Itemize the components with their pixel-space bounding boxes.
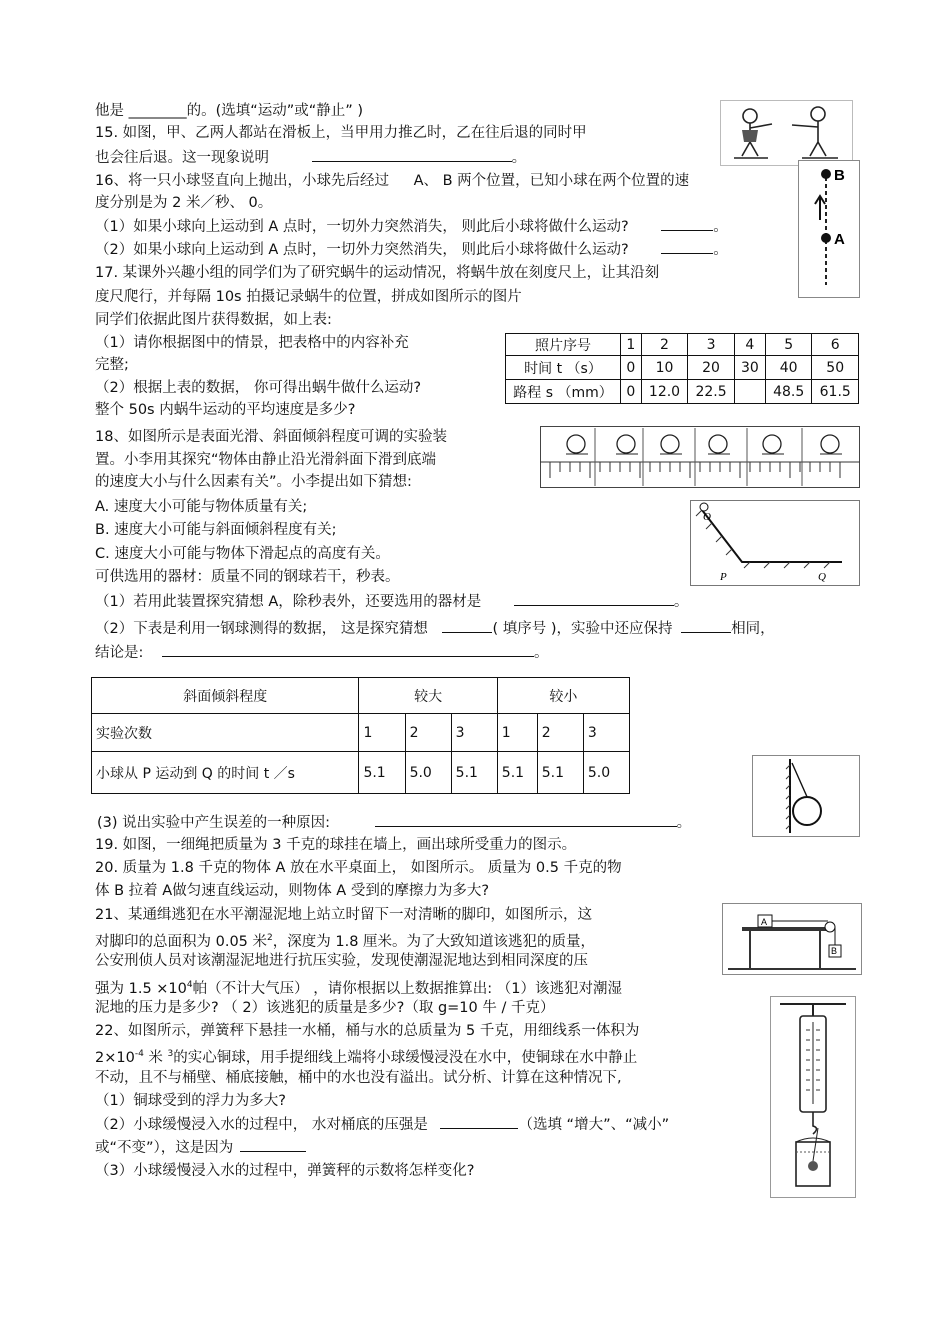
- q22-pressure-blank[interactable]: [440, 1114, 518, 1129]
- snail-data-table: [505, 333, 859, 404]
- q22-sub-2: [95, 1114, 669, 1135]
- table-cell: 路程 s （mm）: [506, 380, 621, 404]
- table-cell: 时间 t （s）: [506, 356, 621, 380]
- q16-sub-2-text: （2）如果小球向上运动到 A 点时，一切外力突然消失， 则此后小球将做什么运动?: [95, 242, 629, 258]
- q18-conclusion-label: 结论是:: [95, 645, 144, 661]
- q21-sup: 2: [267, 933, 273, 943]
- q18-line-1: 18、如图所示是表面光滑、斜面倾斜程度可调的实验装: [95, 429, 447, 445]
- table-cell: 5: [765, 334, 812, 356]
- q18-conclusion-blank[interactable]: [162, 642, 534, 657]
- q18-sub-2: [95, 618, 775, 639]
- q21-text-d: 帕（不计大气压） ，请你根据以上数据推算出: （1）该逃犯对潮湿: [192, 980, 622, 997]
- q18-guess-b: B. 速度大小可能与斜面倾斜程度有关;: [95, 522, 337, 538]
- q15-text: 也会往后退。这一现象说明: [95, 150, 269, 166]
- hanging-ball: [793, 797, 821, 825]
- q18-equipment: 可供选用的器材：质量不同的钢球若干，秒表。: [95, 569, 400, 585]
- q17-line-5: 完整;: [95, 357, 129, 373]
- q16-text-a: 16、将一只小球竖直向上抛出，小球先后经过: [95, 173, 389, 189]
- q15-answer-blank[interactable]: [312, 147, 512, 162]
- q21-line-4: [95, 975, 622, 999]
- q17-line-3: 同学们依据此图片获得数据，如上表:: [95, 312, 332, 328]
- table-cell: 20: [688, 356, 735, 380]
- q18-keep-same-blank[interactable]: [681, 618, 731, 633]
- table-cell: 0: [621, 356, 642, 380]
- q21-line-1: 21、某通缉逃犯在水平潮湿泥地上站立时留下一对清晰的脚印，如图所示，这: [95, 907, 592, 923]
- q21-text-a: 对脚印的总面积为 0.05 米: [95, 933, 268, 950]
- table-cell: 照片序号: [506, 334, 621, 356]
- q18-sub-3: [97, 812, 691, 833]
- table-cell: 5.1: [497, 752, 537, 794]
- q20-line-1: 20. 质量为 1.8 千克的物体 A 放在水平桌面上， 如图所示。 质量为 0.5 千克的物: [95, 860, 622, 876]
- table-cell: 1: [359, 714, 405, 752]
- snail-icon: [661, 435, 679, 453]
- table-row: [92, 714, 630, 752]
- ball-b: [821, 169, 831, 179]
- q17-line-6: （2）根据上表的数据， 你可得出蜗牛做什么运动?: [95, 380, 422, 396]
- table-cell: 61.5: [812, 380, 859, 404]
- table-cell: 22.5: [688, 380, 735, 404]
- label-a: A: [834, 231, 845, 248]
- q22-sub-3: （3）小球缓慢浸入水的过程中，弹簧秤的示数将怎样变化?: [95, 1163, 475, 1179]
- label-block-a: A: [761, 917, 768, 927]
- table-row: [506, 334, 859, 356]
- q17-line-7: 整个 50s 内蜗牛运动的平均速度是多少?: [95, 402, 356, 418]
- label-p: P: [720, 571, 727, 583]
- table-row: [506, 356, 859, 380]
- period: 。: [676, 815, 692, 831]
- slope-pq-figure: [690, 500, 860, 586]
- q21-line-2: [95, 928, 595, 952]
- q19-line: 19. 如图，一细绳把质量为 3 千克的球挂在墙上，画出球所受重力的图示。: [95, 837, 577, 853]
- table-header: 较大: [359, 678, 497, 714]
- q22-sub-2-text: （2）小球缓慢浸入水的过程中， 水对桶底的压强是: [95, 1117, 428, 1133]
- table-cell: 2: [641, 334, 688, 356]
- table-cell: 12.0: [641, 380, 688, 404]
- table-cell: 5.1: [451, 752, 497, 794]
- q22-line-3: 不动，且不与桶壁、桶底接触，桶中的水也没有溢出。试分析、计算在这种情况下,: [95, 1070, 622, 1086]
- ball-a: [821, 233, 831, 243]
- q18-line-2: 置。小李用其探究“物体由静止沿光滑斜面下滑到底端: [95, 452, 437, 468]
- spring-scale-figure: [770, 996, 856, 1198]
- table-cell: 30: [734, 356, 765, 380]
- q18-guess-c: C. 速度大小可能与物体下滑起点的高度有关。: [95, 546, 390, 562]
- q18-error-blank[interactable]: [375, 812, 677, 827]
- q22-line-1: 22、如图所示，弹簧秤下悬挂一水桶，桶与水的总质量为 5 千克，用细线系一体积为: [95, 1023, 640, 1039]
- slope-data-table: [91, 677, 630, 794]
- table-cell-empty[interactable]: [734, 380, 765, 404]
- period: 。: [534, 645, 549, 661]
- q17-line-2: 度尺爬行，并每隔 10s 拍摄记录蜗牛的位置，拼成如图所示的图片: [95, 289, 522, 305]
- q21-sup-2: 4: [186, 980, 193, 990]
- q16-sub-1-text: （1）如果小球向上运动到 A 点时，一切外力突然消失， 则此后小球将做什么运动?: [95, 219, 629, 235]
- table-cell: 40: [765, 356, 812, 380]
- period: 。: [713, 242, 728, 258]
- table-cell: 5.0: [405, 752, 451, 794]
- table-cell: 48.5: [765, 380, 812, 404]
- q22-sub-1: （1）铜球受到的浮力为多大?: [95, 1093, 286, 1109]
- q18-conclusion: [95, 642, 549, 663]
- q16-sub-1-blank[interactable]: [661, 216, 713, 231]
- table-cell: 50: [812, 356, 859, 380]
- table-cell: 5.1: [537, 752, 583, 794]
- table-cell: 4: [734, 334, 765, 356]
- q18-guess-blank[interactable]: [442, 618, 492, 633]
- ball-ab-figure: [798, 160, 860, 298]
- table-cell: 10: [641, 356, 688, 380]
- table-cell: 1: [497, 714, 537, 752]
- snail-icon: [709, 435, 727, 453]
- table-row: [506, 380, 859, 404]
- period: 。: [673, 594, 689, 610]
- label-block-b: B: [831, 946, 838, 956]
- q22-reason-text: 或“不变”），这是因为: [95, 1140, 234, 1156]
- q21-text-c: 强为 1.5 ×10: [95, 980, 187, 997]
- q15-line-2: [95, 147, 526, 168]
- table-row: [92, 678, 630, 714]
- q16-sub-2: [95, 239, 728, 260]
- table-cell: 3: [688, 334, 735, 356]
- table-cell: 0: [621, 380, 642, 404]
- q18-guess-a: A. 速度大小可能与物体质量有关;: [95, 499, 308, 515]
- q22-sup-1: -4: [134, 1049, 144, 1059]
- q21-text-b: ，深度为 1.8 厘米。为了大致知道该逃犯的质量，: [272, 933, 596, 950]
- q21-line-5: 泥地的压力是多少? （ 2）该逃犯的质量是多少?（取 g=10 牛 / 千克）: [95, 1000, 555, 1016]
- table-row: [92, 752, 630, 794]
- table-header: 斜面倾斜程度: [92, 678, 359, 714]
- q15-line-1: 15. 如图，甲、乙两人都站在滑板上，当甲用力推乙时，乙在往后退的同时甲: [95, 125, 587, 141]
- q18-sub-1-blank[interactable]: [514, 591, 674, 606]
- q18-sub-3-text: (3) 说出实验中产生误差的一种原因:: [97, 815, 331, 831]
- q20-line-2: 体 B 拉着 A做匀速直线运动，则物体 A 受到的摩擦力为多大?: [95, 883, 490, 899]
- snail-icon: [821, 435, 839, 453]
- q22-text-a: 2×10: [95, 1049, 135, 1066]
- q14-tail-line: 他是 ________的。(选填“运动”或“静止” ): [95, 103, 364, 119]
- table-header: 较小: [497, 678, 629, 714]
- q18-sub-1: [95, 591, 688, 612]
- table-cell: 3: [451, 714, 497, 752]
- table-cell: 5.0: [583, 752, 629, 794]
- period: 。: [713, 219, 728, 235]
- period: 。: [511, 150, 527, 166]
- table-cell: 实验次数: [92, 714, 359, 752]
- q16-sub-1: [95, 216, 728, 237]
- label-o: O: [703, 511, 711, 523]
- label-b: B: [834, 167, 845, 184]
- table-cell: 小球从 P 运动到 Q 的时间 t ／s: [92, 752, 359, 794]
- snail-icon: [567, 435, 585, 453]
- q18-sub-2-text-c: 相同，: [731, 621, 775, 637]
- q22-sup-2: 3: [167, 1049, 174, 1059]
- q18-sub-2-text-b: ( 填序号 )，实验中还应保持: [492, 621, 673, 637]
- q18-sub-1-text: （1）若用此装置探究猜想 A，除秒表外，还要选用的器材是: [95, 594, 482, 610]
- q22-line-2: [95, 1044, 637, 1068]
- q21-line-3: 公安刑侦人员对该潮湿泥地进行抗压实验，发现使潮湿泥地达到相同深度的压: [95, 953, 588, 969]
- table-cell: 5.1: [359, 752, 405, 794]
- table-blocks-figure: [722, 903, 862, 975]
- table-cell: 3: [583, 714, 629, 752]
- q16-text-b: A、 B 两个位置，已知小球在两个位置的速: [413, 173, 690, 189]
- q22-text-b: 米: [143, 1049, 168, 1066]
- q16-line-2: 度分别是为 2 米／秒、 0。: [95, 195, 273, 211]
- q17-line-4: （1）请你根据图中的情景，把表格中的内容补充: [95, 335, 409, 351]
- q16-sub-2-blank[interactable]: [661, 239, 713, 254]
- q22-reason-blank[interactable]: [240, 1137, 306, 1152]
- table-cell: 1: [621, 334, 642, 356]
- skateboard-figure: [720, 100, 853, 166]
- q18-sub-2-text-a: （2）下表是利用一钢球测得的数据， 这是探究猜想: [95, 621, 428, 637]
- q22-sub-2-options: （选填 “增大”、“减小”: [518, 1117, 670, 1133]
- snail-icon: [617, 435, 635, 453]
- table-cell: 2: [405, 714, 451, 752]
- label-q: Q: [818, 571, 826, 583]
- table-cell: 2: [537, 714, 583, 752]
- table-cell: 6: [812, 334, 859, 356]
- snail-ruler-figure: [540, 426, 860, 488]
- q22-text-c: 的实心铜球，用手提细线上端将小球缓慢浸没在水中，使铜球在水中静止: [173, 1049, 638, 1066]
- q16-line-1: [95, 171, 689, 191]
- q18-line-3: 的速度大小与什么因素有关”。小李提出如下猜想:: [95, 474, 412, 490]
- ball-on-wall-figure: [752, 755, 860, 837]
- q22-sub-2-reason: [95, 1137, 306, 1158]
- snail-icon: [763, 435, 781, 453]
- q17-line-1: 17. 某课外兴趣小组的同学们为了研究蜗牛的运动情况，将蜗牛放在刻度尺上，让其沿刻: [95, 265, 660, 281]
